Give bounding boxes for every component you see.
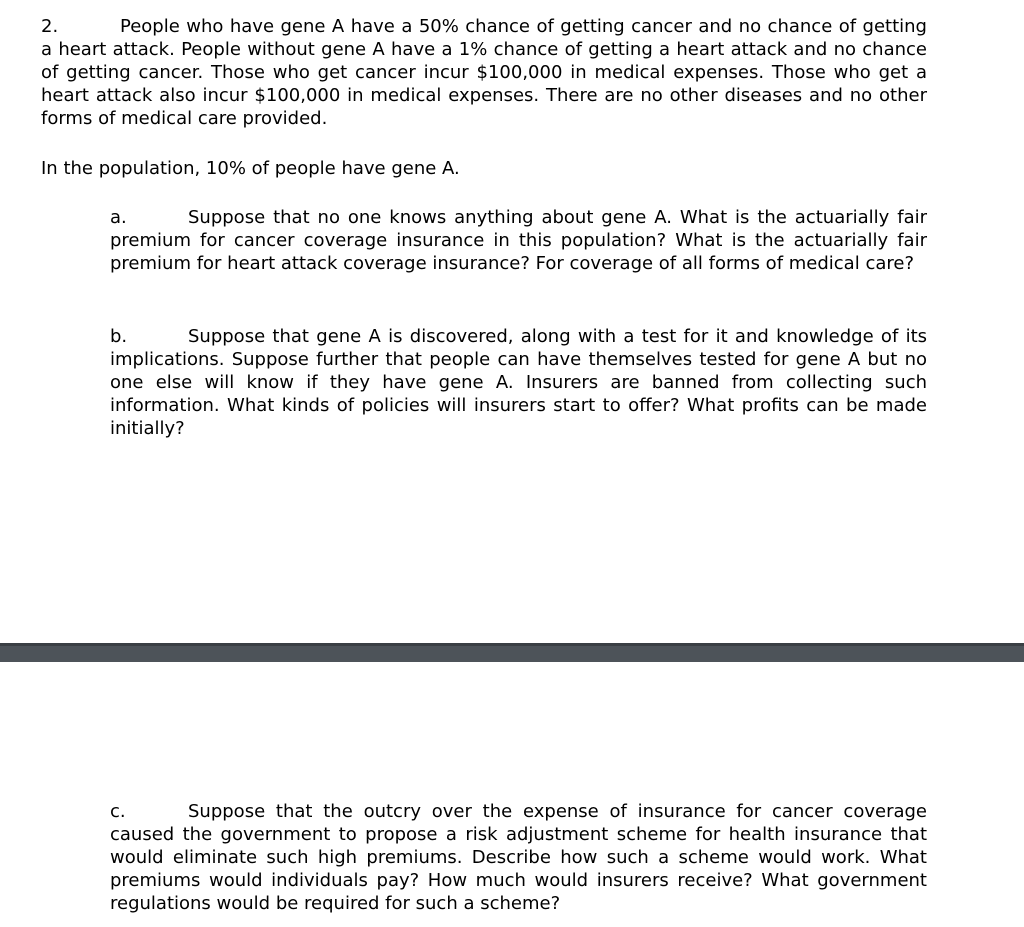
part-c — [110, 800, 927, 915]
part-a — [110, 206, 927, 275]
part-b-label: b. — [110, 326, 128, 347]
question-2-text — [41, 15, 927, 130]
part-c-text: Suppose that the outcry over the expense of insurance for cancer coverage caused the government to propose a risk adjustment scheme for health insurance that would eliminate such high premiums. Describe how such a scheme would work. What premiums would individuals pay? How much would insurers receive? What government regulations would be required for such a scheme? — [110, 801, 927, 914]
question-body: People who have gene A have a 50% chance of getting cancer and no chance of getting a heart attack. People without gene A have a 1% chance of getting a heart attack and no chance of getting cancer. Those who get cancer incur $100,000 in medical expenses. Those who get a heart attack also incur $100,000 in medical expenses. There are no other diseases and no other forms of medical care provided. — [41, 16, 927, 129]
part-a-label: a. — [110, 207, 127, 228]
population-statement: In the population, 10% of people have gene A. — [41, 158, 460, 179]
part-c-label: c. — [110, 801, 126, 822]
part-a-text: Suppose that no one knows anything about gene A. What is the actuarially fair premium for cancer coverage insurance in this population? What is the actuarially fair premium for heart attack coverage insurance? For coverage of all forms of medical care? — [110, 207, 927, 274]
question-number: 2. — [41, 16, 59, 37]
part-b — [110, 325, 927, 440]
part-b-text: Suppose that gene A is discovered, along with a test for it and knowledge of its implications. Suppose further that people can have themselves tested for gene A but no one else will know if they have gene A. Insurers are banned from collecting such information. What kinds of policies will insurers start to offer? What profits can be made initially? — [110, 326, 927, 439]
page-divider — [0, 643, 1024, 662]
